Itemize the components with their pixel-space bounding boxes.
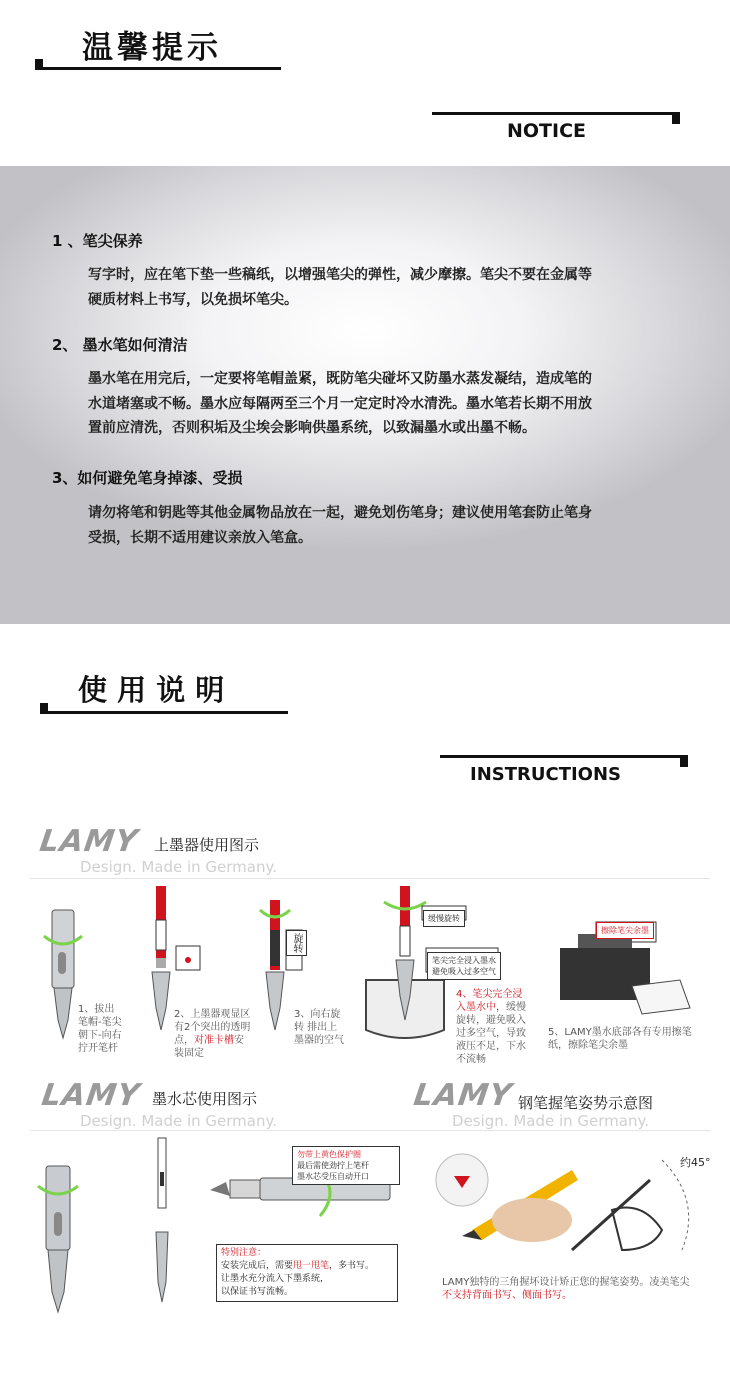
step-1-line: 笔帽-笔尖 (78, 1017, 122, 1028)
step-2-line (174, 1034, 250, 1047)
cartridge-warning-tag (292, 1146, 400, 1185)
notice-title-rule (35, 67, 281, 70)
step-5-tag: 擦除笔尖余墨 (596, 922, 654, 939)
lamy-logo-grip: LAMY (411, 1078, 515, 1113)
notice-text-3-line-2: 受损，长期不适用建议亲放入笔盒。 (88, 530, 312, 546)
step-2-highlight: 对准卡槽 (194, 1035, 234, 1046)
grip-closeup-icon (436, 1154, 488, 1206)
step-5-line: 5、LAMY墨水底部各有专用擦笔 (548, 1027, 692, 1038)
step-4-line: 不流畅 (456, 1054, 486, 1065)
notice-heading-2: 2、 墨水笔如何清洁 (52, 336, 188, 354)
notice-subtitle-rule (432, 112, 680, 115)
step-3-line: 3、向右旋 (294, 1009, 341, 1020)
lamy-tagline-cartridge: Design. Made in Germany. (80, 1112, 277, 1130)
cartridge-caption: 墨水芯使用图示 (152, 1090, 258, 1108)
lamy-tagline: Design. Made in Germany. (80, 858, 277, 876)
converter-step-4 (456, 988, 526, 1066)
converter-step-5 (548, 1026, 692, 1052)
step-4-text: 缓慢 (506, 1002, 526, 1013)
grip-angle-label: 约45° (680, 1156, 711, 1169)
grip-description (442, 1276, 689, 1302)
cartridge-note-line: 让墨水充分流入下墨系统， (221, 1274, 330, 1284)
notice-text-1-line-2: 硬质材料上书写，以免损坏笔尖。 (88, 292, 298, 308)
cartridge-note-line: 以保证书写流畅。 (221, 1287, 294, 1297)
step-4-line: 4、笔尖完全浸 (456, 989, 523, 1000)
notice-text-1-line-1: 写字时，应在笔下垫一些稿纸，以增强笔尖的弹性，减少摩擦。笔尖不要在金属等 (88, 267, 592, 283)
notice-subtitle-marker (672, 112, 680, 124)
step-4-line (456, 1001, 526, 1014)
cartridge-note-title: 特别注意： (221, 1248, 267, 1258)
instructions-subtitle-marker (680, 755, 688, 767)
step-2-text: 安 (234, 1035, 244, 1046)
converter-step-1 (78, 1003, 122, 1055)
step-1-line: 拧开笔杆 (78, 1043, 118, 1054)
instructions-title-rule (40, 711, 288, 714)
cartridge-icon (156, 1138, 168, 1302)
cartridge-divider (30, 1130, 710, 1131)
notice-heading-3: 3、如何避免笔身掉漆、受损 (52, 469, 243, 487)
instructions-subtitle: INSTRUCTIONS (470, 764, 621, 785)
cartridge-note-line (221, 1260, 393, 1273)
notice-title: 温馨提示 (82, 30, 222, 66)
converter-step-3 (294, 1008, 344, 1047)
step-2-rotate-tag: 旋转 (286, 930, 307, 956)
step-4-tag-line: 笔尖完全浸入墨水 (432, 956, 496, 965)
converter-step-2 (174, 1008, 250, 1060)
cartridge-warning-line: 最后需使劲拧上笔杆 (297, 1161, 369, 1170)
converter-caption: 上墨器使用图示 (154, 836, 260, 854)
pen-body-icon (44, 910, 82, 1038)
step-1-line: 1、拔出 (78, 1004, 115, 1015)
notice-text-2-line-2: 水道堵塞或不畅。墨水应每隔两至三个月一定定时冷水清洗。墨水笔若长期不用放 (88, 396, 592, 412)
hand-sketch-icon (572, 1160, 689, 1250)
notice-heading-1: 1 、笔尖保养 (52, 232, 143, 250)
step-2-text: 点， (174, 1035, 194, 1046)
cartridge-note (216, 1244, 398, 1302)
cartridge-warning-title: 勿带上黄色保护圈 (297, 1150, 361, 1159)
step-2-line: 2、上墨器观显区 (174, 1009, 251, 1020)
step-4-tag-2 (427, 952, 501, 980)
notice-text-2-line-3: 置前应清洗，否则积垢及尘埃会影响供墨系统，以致漏墨水或出墨不畅。 (88, 420, 536, 436)
step-4-tag-line: 避免吸入过多空气 (432, 967, 496, 976)
step-3-line: 转 排出上 (294, 1022, 338, 1033)
step-3-line: 墨器的空气 (294, 1035, 344, 1046)
cartridge-note-text: 安装完成后，需要 (221, 1261, 294, 1271)
grip-illustration (422, 1140, 712, 1270)
step-4-line: 旋转，避免吸入 (456, 1015, 526, 1026)
lamy-tagline-grip: Design. Made in Germany. (452, 1112, 649, 1130)
grip-line: 不支持背面书写、侧面书写。 (442, 1290, 572, 1301)
lamy-logo-cartridge: LAMY (39, 1078, 143, 1113)
step-4-highlight: 入墨水中， (456, 1002, 506, 1013)
pen-barrel-icon (38, 1166, 78, 1312)
instructions-subtitle-rule (440, 755, 688, 758)
converter-divider (30, 878, 710, 879)
step-1-line: 朝下-向右 (78, 1030, 122, 1041)
step-2-line: 有2个突出的透明 (174, 1022, 251, 1033)
step-4-tag-1: 缓慢旋转 (423, 910, 465, 927)
grip-caption: 钢笔握笔姿势示意图 (518, 1094, 654, 1112)
step-2-line: 装固定 (174, 1048, 204, 1059)
notice-text-3-line-1: 请勿将笔和钥匙等其他金属物品放在一起，避免划伤笔身；建议使用笔套防止笔身 (88, 505, 592, 521)
cartridge-note-text: ，多书写。 (329, 1261, 375, 1271)
step-4-line: 过多空气，导致 (456, 1028, 526, 1039)
grip-line: LAMY独特的三角握坏设计矫正您的握笔姿势。凌美笔尖 (442, 1277, 690, 1288)
instructions-title: 使 用 说 明 (78, 673, 225, 707)
cartridge-note-highlight: 甩一甩笔 (293, 1261, 330, 1271)
step-5-line: 纸，擦除笔尖余墨 (548, 1040, 628, 1051)
notice-text-2-line-1: 墨水笔在用完后，一定要将笔帽盖紧，既防笔尖碰坏又防墨水蒸发凝结，造成笔的 (88, 371, 592, 387)
cartridge-warning-line: 墨水芯受压自动开口 (297, 1172, 369, 1181)
step-4-line: 液压不足，下水 (456, 1041, 526, 1052)
notice-subtitle: NOTICE (507, 120, 587, 142)
lamy-logo: LAMY (37, 824, 141, 859)
